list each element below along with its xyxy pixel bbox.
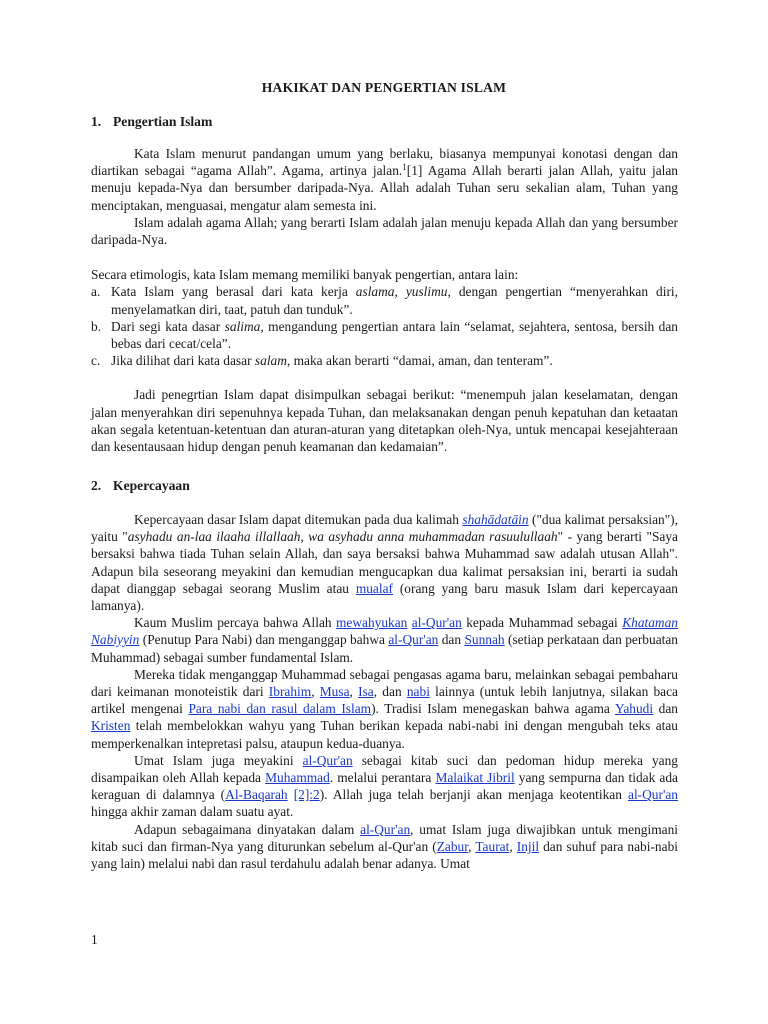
link-taurat[interactable]: Taurat	[475, 838, 510, 854]
paragraph: Umat Islam juga meyakini al-Qur'an sebagai kitab suci dan pedoman hidup mereka yang disampaikan oleh Allah kepada Muhammad. melalui perantara Malaikat Jibril yang sempurna dan tidak ada keraguan di dalamnya (Al-Baqarah [2]:2). Allah juga telah berjanji akan menjaga keotentikan al-Qur'an hingga akhir zaman dalam suatu ayat.	[91, 752, 678, 820]
paragraph: Adapun sebagaimana dinyatakan dalam al-Qur'an, umat Islam juga diwajibkan untuk mengimani kitab suci dan firman-Nya yang diturunkan sebelum al-Qur'an (Zabur, Taurat, Injil dan suhuf para nabi-nabi yang lain) melalui nabi dan rasul terdahulu adalah benar adanya. Umat	[91, 821, 678, 872]
link-al-quran[interactable]: al-Qur'an	[388, 632, 439, 648]
list-marker: c.	[91, 353, 101, 369]
link-injil[interactable]: Injil	[516, 838, 540, 854]
list-item: a. Kata Islam yang berasal dari kata kerja aslama, yuslimu, dengan pengertian “menyerahkan diri, menyelamatkan diri, taat, patuh dan tunduk”.	[91, 284, 678, 317]
link-khataman-nabiyyin[interactable]: Khataman Nabiyyin	[91, 615, 678, 648]
link-kristen[interactable]: Kristen	[91, 718, 131, 734]
paragraph: Secara etimologis, kata Islam memang memiliki banyak pengertian, antara lain:	[91, 267, 519, 283]
link-mualaf[interactable]: mualaf	[355, 580, 393, 596]
paragraph: Islam adalah agama Allah; yang berarti Islam adalah jalan menuju kepada Allah dan yang bersumber daripada-Nya.	[91, 214, 678, 248]
paragraph: Kata Islam menurut pandangan umum yang berlaku, biasanya mempunyai konotasi dengan dan diartikan sebagai “agama Allah”. Agama, artinya jalan.$^1$[1] Agama Allah berarti jalan Allah, yaitu jalan menuju kepada-Nya dan bersumber daripada-Nya. Allah adalah Tuhan seru sekalian alam, Tuhan yang menciptakan, menguasai, mengatur alam semesta ini.	[91, 146, 678, 213]
document-title: HAKIKAT DAN PENGERTIAN ISLAM	[261, 80, 507, 95]
link-verse-2-2[interactable]: [2]:2	[293, 787, 320, 803]
link-al-quran[interactable]: al-Qur'an	[360, 821, 411, 837]
section-2-body	[91, 511, 678, 872]
link-zabur[interactable]: Zabur	[436, 838, 469, 854]
link-yahudi[interactable]: Yahudi	[614, 701, 654, 717]
link-al-quran[interactable]: al-Qur'an	[411, 615, 462, 631]
section-2-heading	[91, 477, 190, 494]
link-shahadatain[interactable]: shahādatāin	[462, 512, 529, 527]
list-item: b. Dari segi kata dasar salima, mengandung pengertian antara lain “selamat, sejahtera, sentosa, bersih dan bebas dari cecat/cela”.	[91, 318, 679, 352]
list-item: c. Jika dilihat dari kata dasar salam, maka akan berarti “damai, aman, dan tenteram”.	[91, 353, 553, 369]
link-nabi[interactable]: nabi	[406, 684, 430, 700]
section-1-heading	[91, 113, 212, 130]
link-muhammad[interactable]: Muhammad	[265, 770, 330, 786]
list-marker: b.	[91, 318, 102, 334]
link-musa[interactable]: Musa	[319, 684, 350, 700]
link-malaikat-jibril[interactable]: Malaikat Jibril	[435, 770, 515, 786]
paragraph: Kepercayaan dasar Islam dapat ditemukan pada dua kalimah shahādatāin ("dua kalimat persaksian"), yaitu "asyhadu an-laa ilaaha illallaah, wa asyhadu anna muhammadan rasuulullaah" - yang berarti "Saya bersaksi bahwa tiada Tuhan selain Allah, dan saya bersaksi bahwa Muhammad saw adalah utusan Allah". Adapun bila seseorang meyakini dan kemudian mengucapkan dua kalimat persaksian ini, berarti ia sudah dapat dianggap sebagai seorang Muslim atau mualaf (orang yang baru masuk Islam dari kepercayaan lamanya).	[91, 512, 678, 614]
link-ibrahim[interactable]: Ibrahim	[268, 684, 312, 700]
section-1-body	[91, 145, 678, 455]
link-mewahyukan[interactable]: mewahyukan	[335, 615, 408, 631]
link-al-quran[interactable]: al-Qur'an	[628, 787, 678, 803]
link-al-quran[interactable]: al-Qur'an	[302, 752, 353, 768]
link-sunnah[interactable]: Sunnah	[464, 632, 505, 648]
list-marker: a.	[91, 284, 101, 300]
footnote-ref[interactable]: 1	[402, 162, 407, 173]
link-isa[interactable]: Isa	[358, 684, 374, 700]
section-2-number: 2.	[91, 478, 102, 493]
paragraph: Mereka tidak menganggap Muhammad sebagai pengasas agama baru, melainkan sebagai pembaharu dari keimanan monoteistik dari Ibrahim, Musa, Isa, dan nabi lainnya (untuk lebih lanjutnya, silakan baca artikel mengenai Para nabi dan rasul dalam Islam). Tradisi Islam menegaskan bahwa agama Yahudi dan Kristen telah membelokkan wahyu yang Tuhan berikan kepada nabi-nabi ini dengan mengubah teks atau memperkenalkan intepretasi palsu, ataupun kedua-duanya.	[91, 666, 679, 751]
paragraph: Jadi penegrtian Islam dapat disimpulkan sebagai berikut: “menempuh jalan keselamatan, dengan jalan menyerahkan diri sepenuhnya kepada Tuhan, dan melaksanakan dengan penuh kepatuhan dan ketaatan akan segala ketentuan-ketentuan dan aturan-aturan yang ditetapkan oleh-Nya, untuk mencapai kesejahteraan dan kesentausaan hidup dengan penuh keamanan dan kedamaian”.	[91, 387, 678, 455]
etymology-list	[91, 283, 678, 369]
link-al-baqarah[interactable]: Al-Baqarah	[225, 787, 288, 803]
paragraph: Kaum Muslim percaya bahwa Allah mewahyukan al-Qur'an kepada Muhammad sebagai Khataman Nabiyyin (Penutup Para Nabi) dan menganggap bahwa al-Qur'an dan Sunnah (setiap perkataan dan perbuatan Muhammad) sebagai sumber fundamental Islam.	[91, 615, 678, 665]
link-para-nabi-dan-rasul[interactable]: Para nabi dan rasul dalam Islam	[188, 701, 372, 717]
section-1-number: 1.	[91, 114, 102, 129]
section-2-title: Kepercayaan	[113, 478, 190, 493]
page-number: 1	[91, 932, 98, 947]
section-1-title: Pengertian Islam	[113, 114, 213, 129]
